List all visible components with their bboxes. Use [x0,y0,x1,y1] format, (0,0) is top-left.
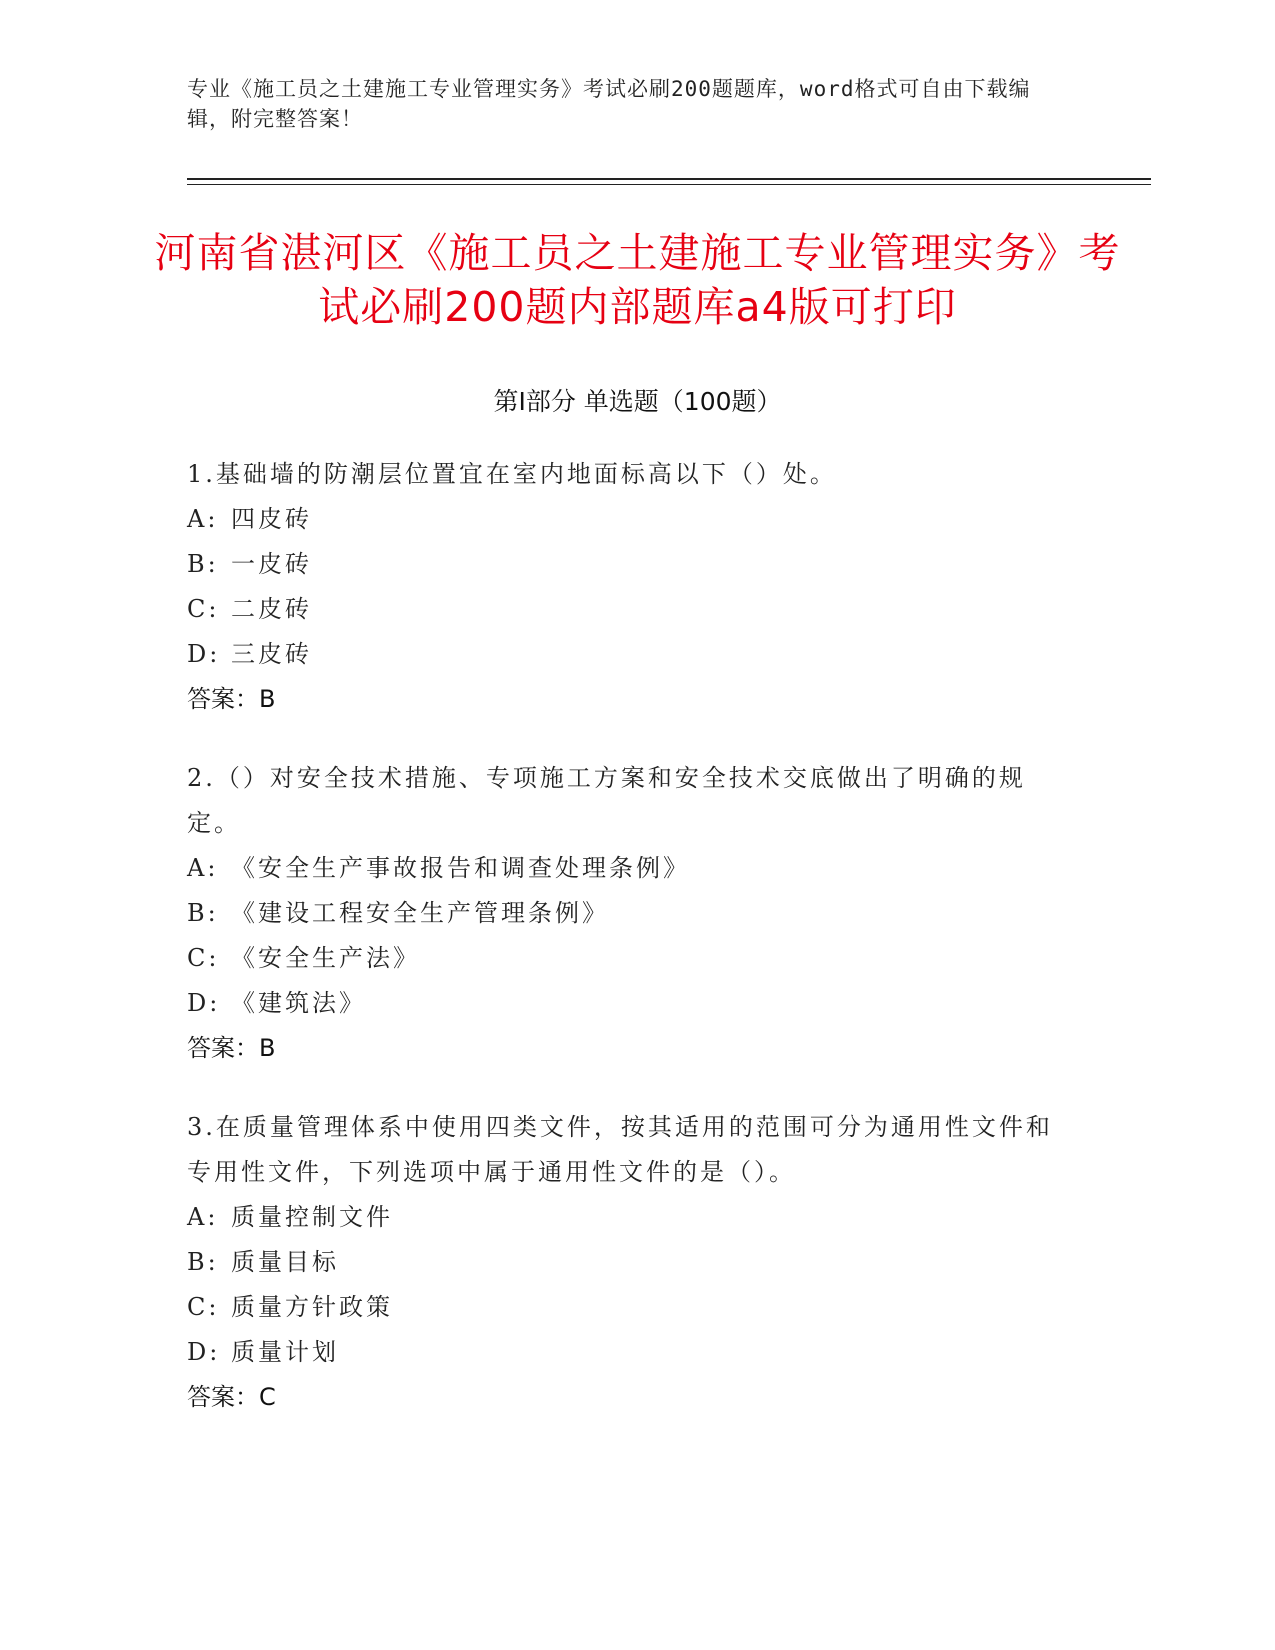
question-2 [187,756,1057,1071]
option-key: D: [187,640,221,668]
option-text: 二皮砖 [231,595,312,623]
option-d [187,632,1057,677]
option-text: 质量目标 [231,1248,339,1276]
document-title: 河南省湛河区《施工员之土建施工专业管理实务》考试必刷200题内部题库a4版可打印 [154,229,1121,331]
option-key: A: [187,505,219,533]
option-d [187,1330,1057,1375]
option-text: 《安全生产事故报告和调查处理条例》 [231,854,690,882]
option-key: B: [187,899,219,927]
question-stem: 2.（）对安全技术措施、专项施工方案和安全技术交底做出了明确的规定。 [187,764,1026,837]
option-text: 《安全生产法》 [231,944,420,972]
answer-line: 答案：C [187,1383,276,1411]
question-stem: 3.在质量管理体系中使用四类文件，按其适用的范围可分为通用性文件和专用性文件，下列选项中属于通用性文件的是（）。 [187,1113,1053,1186]
question-1 [187,452,1057,722]
answer-line: 答案：B [187,685,276,713]
question-stem: 1.基础墙的防潮层位置宜在室内地面标高以下（）处。 [187,460,837,488]
option-text: 质量控制文件 [231,1203,393,1231]
option-key: C: [187,1293,220,1321]
option-key: D: [187,989,221,1017]
option-text: 一皮砖 [231,550,312,578]
option-a [187,846,1057,891]
option-key: B: [187,550,219,578]
header-note: 专业《施工员之土建施工专业管理实务》考试必刷200题题库，word格式可自由下载编辑，附完整答案！ [187,77,1031,131]
option-c [187,936,1057,981]
option-text: 质量计划 [231,1338,339,1366]
option-key: A: [187,1203,219,1231]
answer-line: 答案：B [187,1034,276,1062]
option-c [187,587,1057,632]
option-key: C: [187,944,220,972]
option-key: C: [187,595,220,623]
header-divider-thick [187,178,1151,180]
option-text: 三皮砖 [231,640,312,668]
header-divider-thin [187,184,1151,185]
option-text: 《建筑法》 [231,989,366,1017]
section-heading: 第Ⅰ部分 单选题（100题） [493,387,782,416]
option-b [187,891,1057,936]
option-text: 质量方针政策 [231,1293,393,1321]
option-key: B: [187,1248,219,1276]
option-a [187,497,1057,542]
option-a [187,1195,1057,1240]
option-text: 四皮砖 [231,505,312,533]
option-b [187,1240,1057,1285]
option-d [187,981,1057,1026]
option-text: 《建设工程安全生产管理条例》 [231,899,609,927]
option-c [187,1285,1057,1330]
question-3 [187,1105,1057,1420]
option-b [187,542,1057,587]
option-key: D: [187,1338,221,1366]
option-key: A: [187,854,219,882]
